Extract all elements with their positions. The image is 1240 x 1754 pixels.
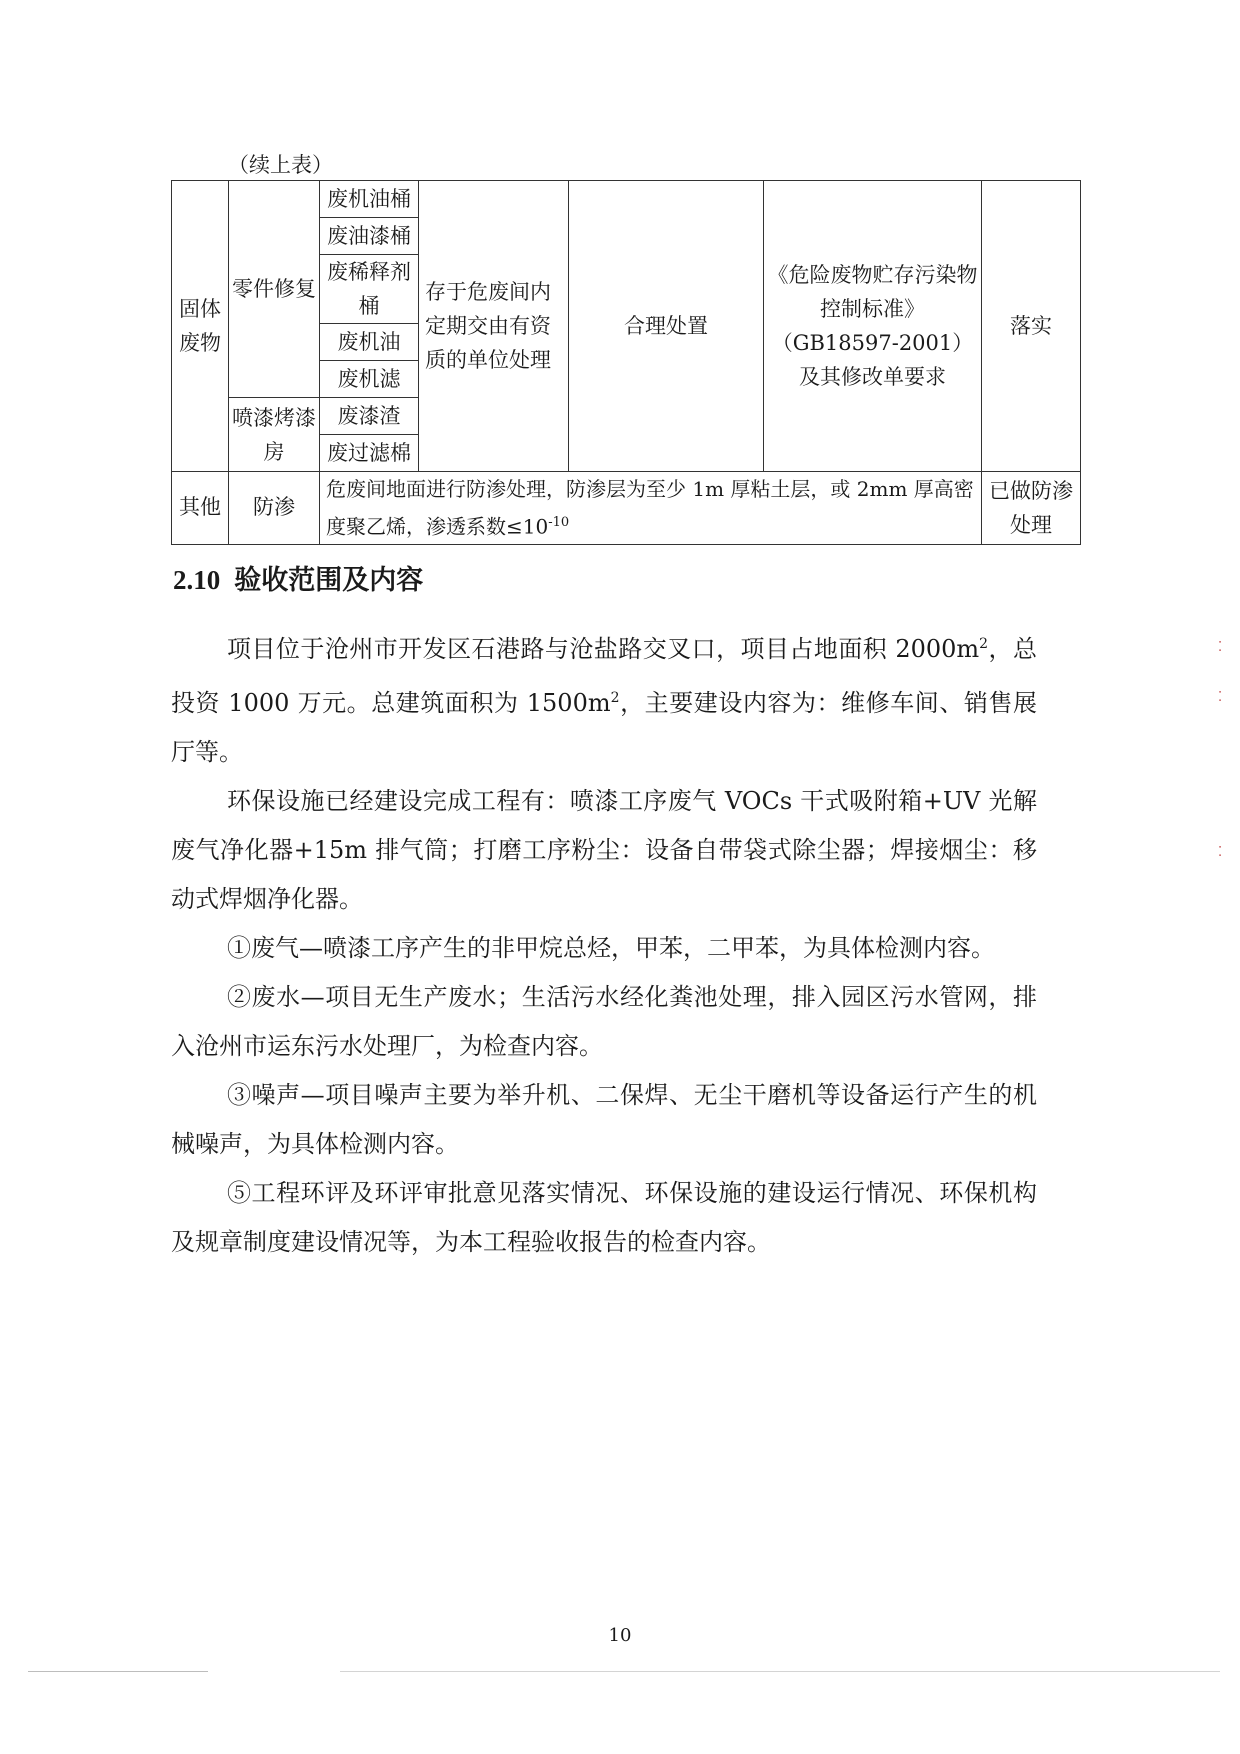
waste-item: 废油漆桶 <box>320 218 419 255</box>
waste-item: 废过滤棉 <box>320 435 419 472</box>
standard-cell: 《危险废物贮存污染物控制标准》（GB18597-2001）及其修改单要求 <box>764 181 982 472</box>
table-row <box>172 181 1081 218</box>
table-continued-label: （续上表） <box>228 153 333 177</box>
paragraph-inspection: ⑤工程环评及环评审批意见落实情况、环保设施的建设运行情况、环保机构及规章制度建设情况等，为本工程验收报告的检查内容。 <box>171 1179 1037 1256</box>
table-row <box>172 472 1081 545</box>
waste-item: 废机油 <box>320 324 419 361</box>
paragraph-facilities: 环保设施已经建设完成工程有：喷漆工序废气 VOCs 干式吸附箱+UV 光解废气净化器+15m 排气筒；打磨工序粉尘：设备自带袋式除尘器；焊接烟尘：移动式焊烟净化器。 <box>171 787 1037 913</box>
superscript: 2 <box>610 690 620 706</box>
scan-artifact-line <box>28 1671 208 1672</box>
waste-item: 废漆渣 <box>320 398 419 435</box>
margin-mark: ⁚ <box>1218 690 1223 705</box>
section-title: 验收范围及内容 <box>234 565 424 595</box>
source-cell-paint-booth: 喷漆烤漆房 <box>229 398 320 472</box>
paragraph-project-location <box>171 620 1037 777</box>
disposal-cell: 存于危废间内定期交由有资质的单位处理 <box>419 181 569 472</box>
waste-item: 废机油桶 <box>320 181 419 218</box>
anti-seepage-measure-text: 危废间地面进行防渗处理，防渗层为至少 1m 厚粘土层，或 2mm 厚高密度聚乙烯，渗透系数≤10 <box>326 477 974 539</box>
scan-artifact-line <box>340 1671 1220 1672</box>
waste-item: 废稀释剂桶 <box>320 255 419 324</box>
text-fragment: 项目位于沧州市开发区石港路与沧盐路交叉口，项目占地面积 2000m <box>227 635 980 663</box>
status-cell-solid-waste: 落实 <box>982 181 1081 472</box>
margin-mark: ⁚ <box>1218 640 1223 655</box>
source-cell-anti-seepage: 防渗 <box>229 472 320 545</box>
permeability-exponent: -10 <box>548 515 570 530</box>
category-cell-other: 其他 <box>172 472 229 545</box>
waste-item: 废机滤 <box>320 361 419 398</box>
requirement-cell: 合理处置 <box>569 181 764 472</box>
text-fragment: ，主要建设内容为：维修车间、销售展厅等。 <box>171 689 1037 766</box>
section-body <box>171 620 1037 1267</box>
page-number: 10 <box>608 1625 632 1646</box>
paragraph-exhaust-gas: ①废气—喷漆工序产生的非甲烷总烃，甲苯，二甲苯，为具体检测内容。 <box>227 934 995 962</box>
waste-treatment-table <box>171 180 1081 545</box>
section-heading <box>173 558 423 597</box>
paragraph-wastewater: ②废水—项目无生产废水；生活污水经化粪池处理，排入园区污水管网，排入沧州市运东污水处理厂，为检查内容。 <box>171 983 1037 1060</box>
paragraph-noise: ③噪声—项目噪声主要为举升机、二保焊、无尘干磨机等设备运行产生的机械噪声，为具体检测内容。 <box>171 1081 1037 1158</box>
section-number: 2.10 <box>173 565 221 595</box>
status-cell-other: 已做防渗处理 <box>982 472 1081 545</box>
category-cell-solid-waste: 固体废物 <box>172 181 229 472</box>
margin-mark: ⁚ <box>1218 845 1223 860</box>
superscript: 2 <box>979 636 989 652</box>
source-cell-parts-repair: 零件修复 <box>229 181 320 398</box>
text-fragment: ，总投资 1000 万元。总建筑面积为 1500m <box>171 635 1038 717</box>
anti-seepage-measure-cell <box>320 472 982 545</box>
